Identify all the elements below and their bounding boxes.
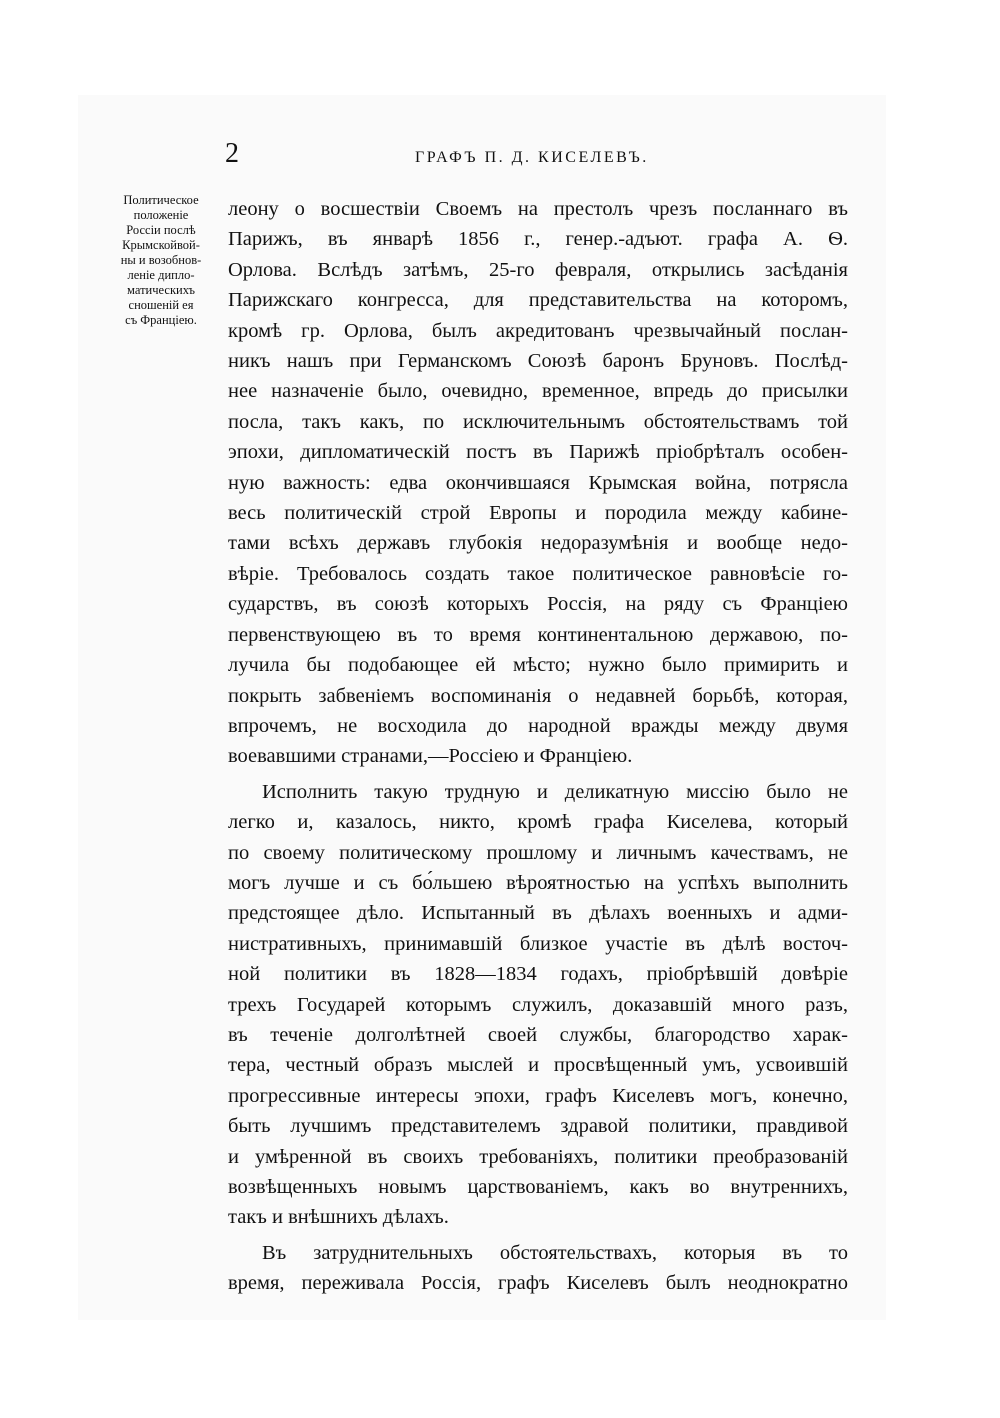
text-line: ной политики въ 1828—1834 годахъ, пріобрѣвшій довѣріе — [228, 963, 848, 986]
text-line: леону о восшествіи Своемъ на престолъ чрезъ посланнаго въ — [228, 198, 848, 220]
text-line: трехъ Государей которымъ служилъ, доказавшій много разъ, — [228, 993, 848, 1016]
text-line: воевавшими странами,—Россіею и Франціею. — [228, 745, 633, 768]
margin-note-line: Политическое — [123, 193, 199, 207]
text-line: первенствующею въ то время континентальною державою, по- — [228, 623, 848, 646]
text-line: вѣріе. Требовалось создать такое политическое равновѣсіе го- — [228, 562, 848, 585]
running-head: ГРАФЪ П. Д. КИСЕЛЕВЪ. — [415, 149, 649, 166]
text-line: возвѣщенныхъ новымъ царствованіемъ, какъ во внутреннихъ, — [228, 1176, 848, 1198]
text-line: весь политическій строй Европы и породила между кабине- — [228, 502, 848, 525]
margin-note-line: матическихъ — [127, 283, 195, 297]
text-line: посла, такъ какъ, по исключительнымъ обстоятельствамъ той — [228, 410, 848, 433]
body-text — [228, 194, 848, 1304]
text-line: покрыть забвеніемъ воспоминанія о недавней борьбѣ, которая, — [228, 684, 848, 707]
text-line: эпохи, дипломатическій постъ въ Парижѣ пріобрѣталъ особен- — [228, 441, 848, 464]
margin-note-line: сношеній ея — [128, 298, 194, 312]
text-line: Парижскаго конгресса, для представительства на которомъ, — [228, 289, 848, 312]
text-line: время, переживала Россія, графъ Киселевъ былъ неоднократно — [228, 1272, 848, 1295]
text-line: никъ нашъ при Германскомъ Союзѣ баронъ Бруновъ. Послѣд- — [228, 350, 848, 373]
paragraph-3 — [228, 1238, 848, 1299]
text-line: тера, честный образъ мыслей и просвѣщенный умъ, усвоившій — [228, 1054, 848, 1077]
text-line: легко и, казалось, никто, кромѣ графа Киселева, который — [228, 811, 848, 834]
text-line: въ теченіе долголѣтней своей службы, благородство харак- — [228, 1023, 848, 1046]
text-line: Исполнить такую трудную и деликатную миссію было не — [262, 780, 848, 803]
page-number: 2 — [225, 138, 239, 169]
text-line: и умѣренной въ своихъ требованіяхъ, политики преобразованій — [228, 1145, 848, 1168]
text-line: Парижъ, въ январѣ 1856 г., генер.-адъют. графа А. Ѳ. — [228, 228, 848, 251]
text-line: Въ затруднительныхъ обстоятельствахъ, которыя въ то — [262, 1241, 848, 1264]
text-line: кромѣ гр. Орлова, былъ акредитованъ чрезвычайный послан- — [228, 319, 848, 342]
text-line: предстоящее дѣло. Испытанный въ дѣлахъ военныхъ и адми- — [228, 902, 848, 925]
margin-note-line: Россіи послѣ — [126, 223, 196, 237]
margin-note-line: положеніе — [133, 208, 189, 222]
text-line: могъ лучше и съ бо́льшею вѣроятностью на успѣхъ выполнить — [228, 871, 848, 894]
text-line: сударствъ, въ союзѣ которыхъ Россія, на ряду съ Франціею — [228, 593, 848, 616]
text-line: ную важность: едва окончившаяся Крымская война, потрясла — [228, 471, 848, 494]
text-line: впрочемъ, не восходила до народной вражды между двумя — [228, 714, 848, 737]
text-line: лучила бы подобающее ей мѣсто; нужно было примирить и — [228, 654, 848, 677]
margin-note-line: Крымскойвой- — [122, 238, 200, 252]
text-line: тами всѣхъ державъ глубокія недоразумѣнія и вообще недо- — [228, 532, 848, 555]
margin-note-line: съ Франціею. — [125, 313, 197, 327]
text-line: нистративныхъ, принимавшій близкое участіе въ дѣлѣ восточ- — [228, 932, 848, 955]
paragraph-1 — [228, 194, 848, 772]
text-line: такъ и внѣшнихъ дѣлахъ. — [228, 1206, 449, 1229]
text-line: нее назначеніе было, очевидно, временное, впредь до присылки — [228, 380, 848, 403]
margin-note-line: ны и возобнов- — [120, 253, 202, 267]
text-line: прогрессивные интересы эпохи, графъ Киселевъ могъ, конечно, — [228, 1084, 848, 1107]
text-line: по своему политическому прошлому и личнымъ качествамъ, не — [228, 841, 848, 864]
text-line: быть лучшимъ представителемъ здравой политики, правдивой — [228, 1115, 848, 1138]
paragraph-2 — [228, 777, 848, 1233]
margin-note-line: леніе дипло- — [127, 268, 195, 282]
text-line: Орлова. Вслѣдъ затѣмъ, 25-го февраля, открылись засѣданія — [228, 258, 848, 281]
margin-note — [105, 193, 217, 328]
